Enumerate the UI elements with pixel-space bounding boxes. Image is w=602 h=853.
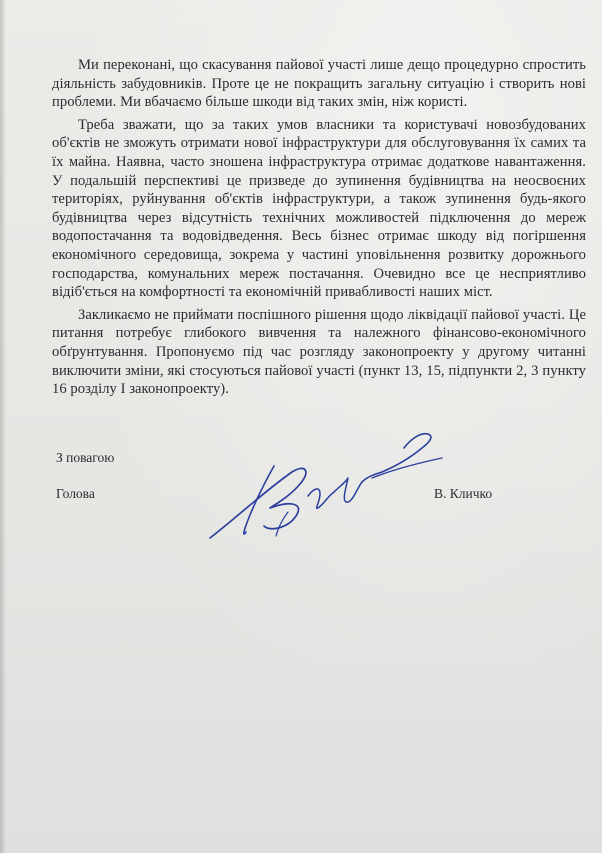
signer-name: В. Кличко bbox=[434, 486, 493, 501]
letter-body bbox=[52, 56, 586, 403]
closing-greeting: З повагою bbox=[56, 450, 115, 465]
page-edge-shadow bbox=[0, 0, 6, 853]
paragraph-1: Ми переконані, що скасування пайової участі лише дещо процедурно спростить діяльність забудовників. Проте це не покращить загальну ситуацію і створить нові проблеми. Ми вбачаємо більше шкоди від таких змін, ніж користі. bbox=[52, 57, 586, 111]
paragraph-3: Закликаємо не приймати поспішного рішення щодо ліквідації пайової участі. Це питання потребує глибокого вивчення та належного фінансово-економічного обґрунтування. Пропонуємо під час розгляду законопроекту у другому читанні виключити зміни, які стосуються пайової участі (пункт 13, 15, підпункти 2, 3 пункту 16 розділу І законопроекту). bbox=[52, 306, 586, 398]
signer-position: Голова bbox=[56, 486, 95, 501]
handwritten-signature bbox=[196, 420, 456, 550]
paragraph-2: Треба зважати, що за таких умов власники та користувачі новозбудованих об'єктів не зможуть отримати нової інфраструктури для обслуговування їх самих та їх майна. Наявна, часто зношена інфраструктура отримає додаткове навантаження. У подальшій перспективі це призведе до зупинення будівництва на неосвоєних територіях, руйнування об'єктів інфраструктури, а також зупинення будь-якого будівництва через відсутність технічних можливостей підключення до мереж водопостачання та водовідведення. Весь бізнес отримає шкоду від погіршення економічного середовища, зокрема у частині уповільнення розвитку дорожнього господарства, комунальних мереж постачання. Очевидно все це несприятливо відіб'ється на комфортності та економічній привабливості наших міст. bbox=[52, 116, 586, 301]
